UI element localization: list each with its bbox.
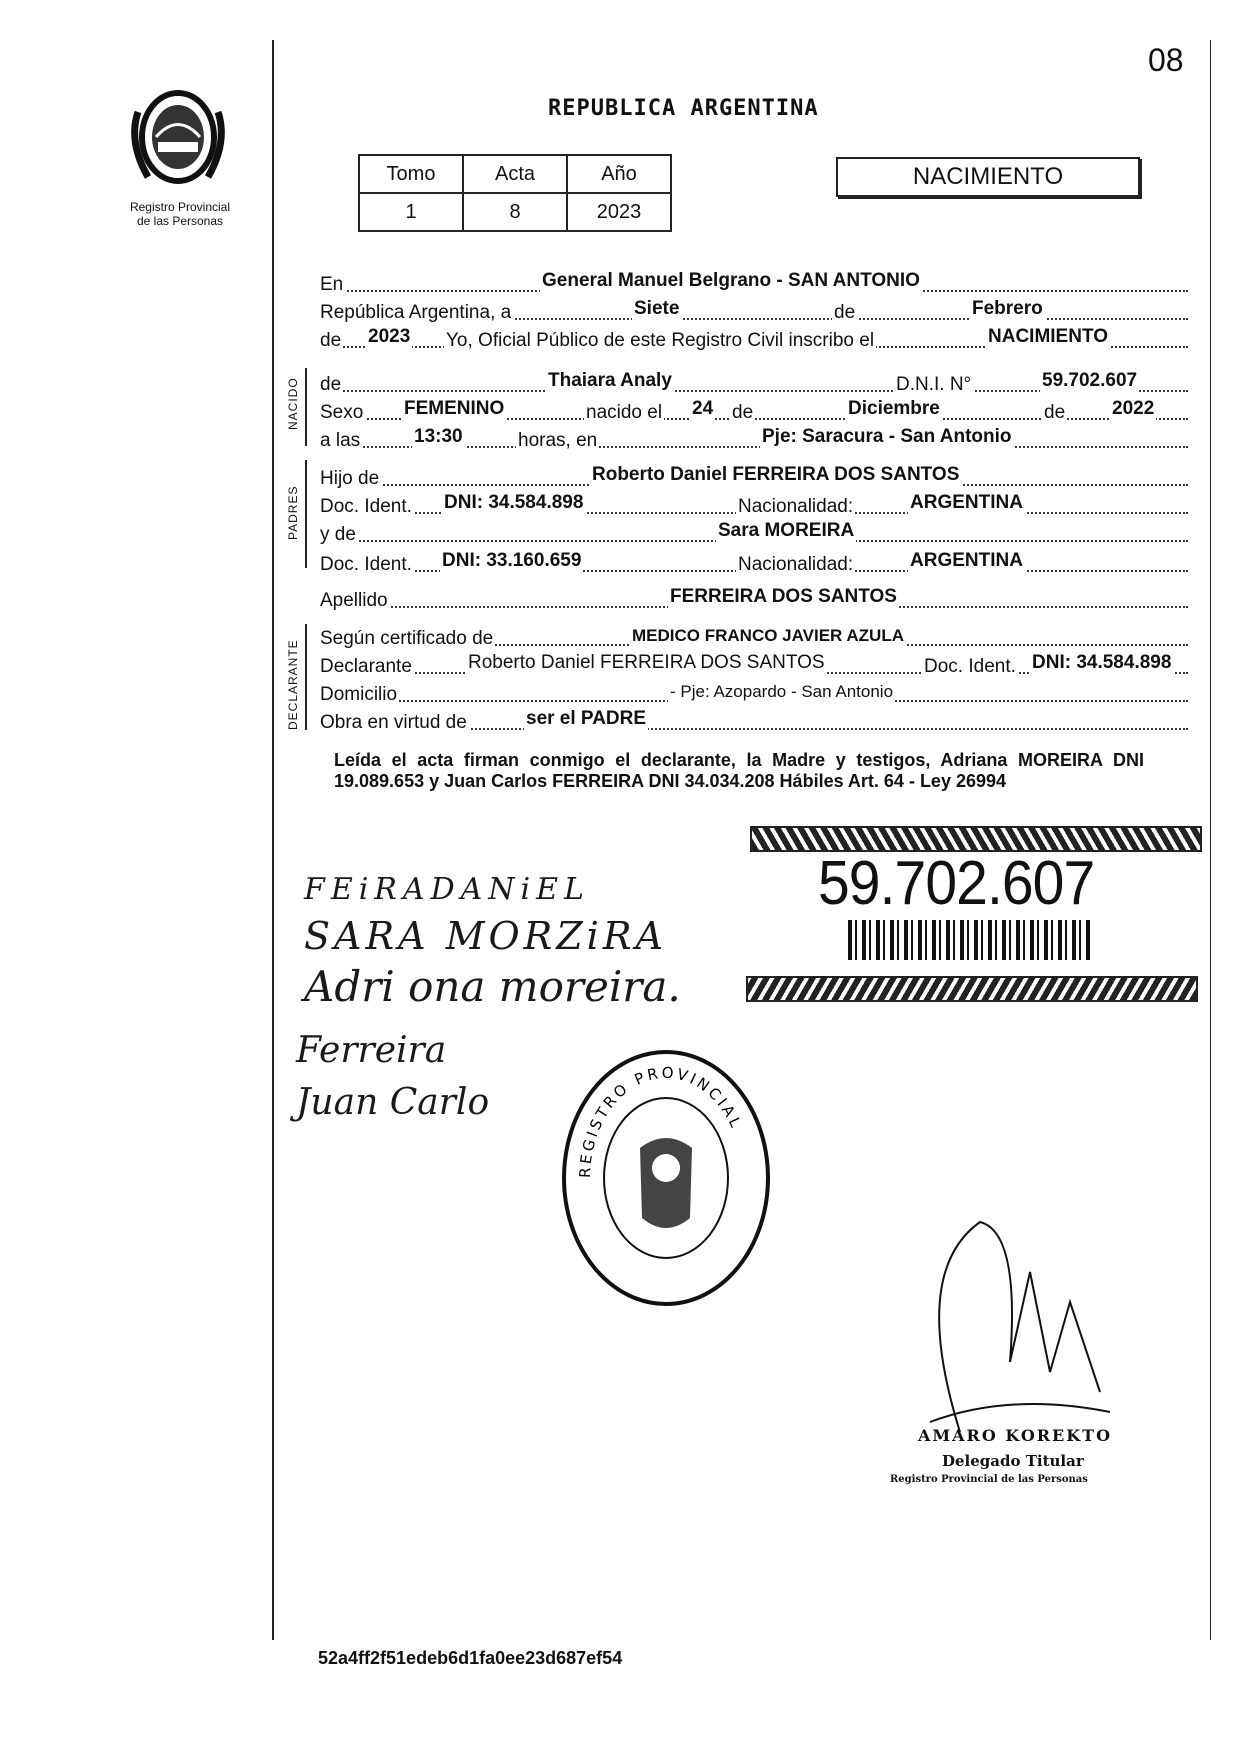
row-anio <box>320 328 1188 352</box>
padres-tag: PADRES <box>286 485 300 540</box>
officer-name: AMARO KOREKTO <box>918 1426 1112 1445</box>
page-number: 08 <box>1148 42 1184 78</box>
dni-value: 59.702.607 <box>1042 370 1138 391</box>
barcode-bottom-border <box>746 976 1198 1002</box>
sexo-value: FEMENINO <box>404 398 505 419</box>
nacido-label: nacido el <box>586 402 663 423</box>
en-label: En <box>320 274 344 295</box>
document-hash: 52a4ff2f51edeb6d1fa0ee23d687ef54 <box>318 1648 623 1668</box>
rep-label: República Argentina, a <box>320 302 512 323</box>
padre-value: Roberto Daniel FERREIRA DOS SANTOS <box>592 464 960 485</box>
nacido-tag: NACIDO <box>286 377 300 430</box>
padre-doc-value: DNI: 34.584.898 <box>444 492 584 513</box>
nacido-bracket <box>305 368 307 446</box>
signature-testigo-adriana: Adri ona moreira. <box>304 962 681 1011</box>
lugar-value: Pje: Saracura - San Antonio <box>762 426 1012 447</box>
signature-madre: SARA MORZiRA <box>304 914 667 958</box>
barcode-bars <box>848 920 1092 960</box>
madre-doc-label: Doc. Ident. <box>320 554 412 575</box>
hora-value: 13:30 <box>414 426 463 447</box>
declarante-value: Roberto Daniel FERREIRA DOS SANTOS <box>468 652 825 673</box>
madre-value: Sara MOREIRA <box>718 520 855 541</box>
dni-label: D.N.I. N° <box>896 374 972 395</box>
row-en <box>320 272 1188 296</box>
decl-doc-label: Doc. Ident. <box>924 656 1016 677</box>
padre-nac-value: ARGENTINA <box>910 492 1023 513</box>
alas-label: a las <box>320 430 361 451</box>
declarante-tag: DECLARANTE <box>286 639 300 730</box>
row-obra <box>320 710 1188 734</box>
en-value: General Manuel Belgrano - SAN ANTONIO <box>542 270 920 291</box>
decl-doc-value: DNI: 34.584.898 <box>1032 652 1172 673</box>
acta-table <box>358 154 672 232</box>
doc-type-box: NACIMIENTO <box>836 157 1140 197</box>
obra-label: Obra en virtud de <box>320 712 467 733</box>
de4-label: de <box>1044 402 1066 423</box>
dia-value: Siete <box>634 298 680 319</box>
barcode-number: 59.702.607 <box>818 849 1095 918</box>
row-madre <box>320 522 1188 546</box>
nac-dia-value: 24 <box>692 398 714 419</box>
acta-value-anio: 2023 <box>567 193 671 231</box>
obra-value: ser el PADRE <box>526 708 647 729</box>
signature-padre: FEiRADANiEL <box>304 872 590 907</box>
acta-value-acta: 8 <box>463 193 567 231</box>
province-logo <box>128 82 228 192</box>
row-sexo <box>320 400 1188 424</box>
right-margin-line <box>1210 40 1211 1640</box>
de-label: de <box>834 302 856 323</box>
official-seal <box>560 1048 772 1308</box>
madre-nac-label: Nacionalidad: <box>738 554 854 575</box>
dom-label: Domicilio <box>320 684 398 705</box>
anio-value: 2023 <box>368 326 411 347</box>
svg-text:REGISTRO PROVINCIAL: REGISTRO PROVINCIAL <box>575 1063 746 1179</box>
domicilio-value: - Pje: Azopardo - San Antonio <box>670 682 894 701</box>
nombre-value: Thaiara Analy <box>548 370 672 391</box>
declarante-bracket <box>305 624 307 730</box>
country-title: REPUBLICA ARGENTINA <box>548 96 819 121</box>
padre-nac-label: Nacionalidad: <box>738 496 854 517</box>
de2-label: de <box>320 330 342 351</box>
officer-title: Delegado Titular <box>942 1452 1084 1470</box>
signature-testigo-juan: Juan Carlo <box>296 1082 490 1123</box>
officer-signature <box>900 1212 1120 1442</box>
left-margin-line <box>272 40 274 1640</box>
nombre-label: de <box>320 374 342 395</box>
nac-anio-value: 2022 <box>1112 398 1155 419</box>
sexo-label: Sexo <box>320 402 364 423</box>
acta-value-tomo: 1 <box>359 193 463 231</box>
row-hora <box>320 428 1188 452</box>
row-apellido <box>320 588 1188 612</box>
hijo-label: Hijo de <box>320 468 380 489</box>
acta-header-anio: Año <box>567 155 671 193</box>
apellido-value: FERREIRA DOS SANTOS <box>670 586 897 607</box>
cert-label: Según certificado de <box>320 628 494 649</box>
closing-statement: Leída el acta firman conmigo el declarante, la Madre y testigos, Adriana MOREIRA DNI 19.089.653 y Juan Carlos FERREIRA DNI 34.034.208 Hábiles Art. 64 - Ley 26994 <box>334 750 1144 791</box>
madre-doc-value: DNI: 33.160.659 <box>442 550 582 571</box>
row-nombre <box>320 372 1188 396</box>
cert-value: MEDICO FRANCO JAVIER AZULA <box>632 626 904 645</box>
horas-label: horas, en <box>518 430 598 451</box>
agency-name: Registro Provincial de las Personas <box>129 200 231 228</box>
row-domicilio <box>320 682 1188 706</box>
padre-doc-label: Doc. Ident. <box>320 496 412 517</box>
apellido-label: Apellido <box>320 590 388 611</box>
padres-bracket <box>305 460 307 568</box>
yde-label: y de <box>320 524 356 545</box>
madre-nac-value: ARGENTINA <box>910 550 1023 571</box>
inscripcion-value: NACIMIENTO <box>988 326 1108 347</box>
row-fecha <box>320 300 1188 324</box>
acta-header-acta: Acta <box>463 155 567 193</box>
row-certificado <box>320 626 1188 650</box>
oficial-text: Yo, Oficial Público de este Registro Civil inscribo el <box>446 330 875 351</box>
officer-office: Registro Provincial de las Personas <box>890 1474 1088 1485</box>
row-hijo <box>320 466 1188 490</box>
row-declarante <box>320 654 1188 678</box>
signature-testigo-ferreira: Ferreira <box>296 1030 447 1071</box>
nac-mes-value: Diciembre <box>848 398 940 419</box>
row-padre-doc <box>320 494 1188 518</box>
mes-value: Febrero <box>972 298 1043 319</box>
decl-label: Declarante <box>320 656 412 677</box>
de3-label: de <box>732 402 754 423</box>
acta-header-tomo: Tomo <box>359 155 463 193</box>
row-madre-doc <box>320 552 1188 576</box>
